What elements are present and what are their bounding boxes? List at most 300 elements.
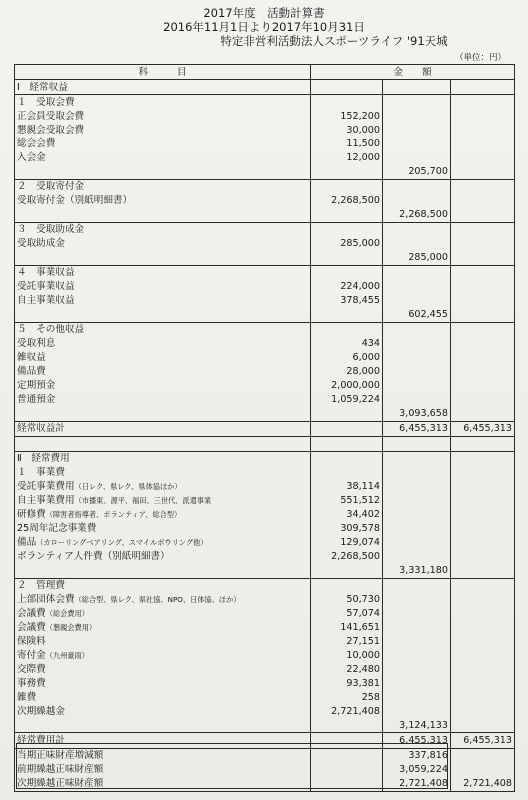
row-subject-text: ２ 管理費 bbox=[17, 580, 65, 592]
row-subject-text: 受取利息 bbox=[17, 338, 56, 350]
amount-cell-a bbox=[311, 451, 383, 466]
amount-cell-c bbox=[451, 748, 515, 763]
amount-cell-b: 6,455,313 bbox=[383, 421, 451, 436]
amount-cell-b: 602,455 bbox=[383, 308, 451, 323]
row-subject bbox=[15, 635, 311, 649]
row-subject-text: 交際費 bbox=[17, 664, 46, 676]
row-subject bbox=[15, 480, 311, 494]
row-subject-text: 当期正味財産増減額 bbox=[17, 750, 104, 761]
row-subject bbox=[15, 265, 311, 280]
amount-cell-b bbox=[383, 351, 451, 365]
amount-cell-c bbox=[451, 393, 515, 407]
amount-cell-b: 2,721,408 bbox=[383, 776, 451, 791]
amount-cell-a: 2,268,500 bbox=[311, 550, 383, 564]
amount-cell-a bbox=[311, 251, 383, 266]
table-row bbox=[15, 95, 515, 110]
amount-cell-a: 27,151 bbox=[311, 635, 383, 649]
amount-cell-c bbox=[451, 407, 515, 422]
table-row bbox=[15, 704, 515, 718]
amount-cell-a: 30,000 bbox=[311, 123, 383, 137]
amount-cell-a bbox=[311, 407, 383, 422]
row-subject-text: 自主事業費用 bbox=[17, 495, 75, 507]
row-subject-text: ５ その他収益 bbox=[17, 324, 85, 336]
amount-cell-a bbox=[311, 718, 383, 733]
row-subject-text: 受取助成金 bbox=[17, 238, 65, 250]
row-subject bbox=[15, 522, 311, 536]
amount-cell-c bbox=[451, 137, 515, 151]
row-subject-text: Ⅰ 経常収益 bbox=[17, 81, 68, 93]
row-subject bbox=[15, 322, 311, 337]
amount-cell-a bbox=[311, 466, 383, 480]
row-subject-text: 懇親会受取会費 bbox=[17, 124, 85, 136]
amount-cell-b: 285,000 bbox=[383, 251, 451, 266]
amount-cell-a: 28,000 bbox=[311, 365, 383, 379]
amount-cell-a: 258 bbox=[311, 691, 383, 705]
amount-cell-b bbox=[383, 508, 451, 522]
amount-cell-c bbox=[451, 718, 515, 733]
table-row bbox=[15, 123, 515, 137]
row-subject bbox=[15, 578, 311, 593]
amount-cell-b bbox=[383, 222, 451, 237]
amount-cell-b bbox=[383, 677, 451, 691]
table-row bbox=[15, 649, 515, 663]
row-subject-text: 受託事業収益 bbox=[17, 281, 75, 293]
amount-cell-c bbox=[451, 691, 515, 705]
amount-cell-c bbox=[451, 251, 515, 266]
amount-cell-c bbox=[451, 80, 515, 95]
row-subject-text: 経常費用計 bbox=[17, 734, 65, 746]
amount-cell-b bbox=[383, 322, 451, 337]
table-row bbox=[15, 280, 515, 294]
amount-cell-c bbox=[451, 123, 515, 137]
amount-cell-c bbox=[451, 208, 515, 223]
table-row bbox=[15, 351, 515, 365]
table-row bbox=[15, 294, 515, 308]
table-row bbox=[15, 508, 515, 522]
amount-cell-b bbox=[383, 451, 451, 466]
row-subject-text: 雑収益 bbox=[17, 352, 46, 364]
organization-name: 特定非営利活動法人スポーツライフ '91天城 bbox=[220, 34, 448, 48]
row-subject bbox=[15, 704, 311, 718]
row-subject bbox=[15, 691, 311, 705]
amount-cell-a bbox=[311, 322, 383, 337]
amount-cell-b bbox=[383, 379, 451, 393]
amount-cell-b bbox=[383, 294, 451, 308]
table-row bbox=[15, 593, 515, 607]
row-subject bbox=[15, 365, 311, 379]
row-subject bbox=[15, 451, 311, 466]
amount-cell-c bbox=[451, 308, 515, 323]
amount-cell-c bbox=[451, 508, 515, 522]
amount-cell-b bbox=[383, 109, 451, 123]
amount-cell-b bbox=[383, 621, 451, 635]
amount-cell-c: 6,455,313 bbox=[451, 421, 515, 436]
row-subject bbox=[15, 663, 311, 677]
amount-cell-a: 378,455 bbox=[311, 294, 383, 308]
amount-cell-b: 6,455,313 bbox=[383, 733, 451, 748]
row-subject bbox=[15, 194, 311, 208]
row-subject-text: 普通預金 bbox=[17, 394, 56, 406]
table-row bbox=[15, 151, 515, 165]
row-subject bbox=[15, 294, 311, 308]
amount-cell-b bbox=[383, 95, 451, 110]
row-subject-note: （総会費用） bbox=[45, 609, 89, 619]
row-subject bbox=[15, 393, 311, 407]
row-subject bbox=[15, 421, 311, 436]
table-row bbox=[15, 179, 515, 194]
amount-cell-a: 141,651 bbox=[311, 621, 383, 635]
table-row bbox=[15, 718, 515, 733]
row-subject bbox=[15, 379, 311, 393]
unit-label: （単位：円） bbox=[454, 53, 506, 63]
row-subject bbox=[15, 763, 311, 777]
amount-cell-a bbox=[311, 436, 383, 451]
row-subject bbox=[15, 351, 311, 365]
row-subject-text: １ 事業費 bbox=[17, 467, 65, 479]
row-subject bbox=[15, 407, 311, 422]
row-subject bbox=[15, 733, 311, 748]
amount-cell-c bbox=[451, 151, 515, 165]
amount-cell-a: 50,730 bbox=[311, 593, 383, 607]
row-subject bbox=[15, 564, 311, 579]
document-title: 2017年度 活動計算書 bbox=[203, 6, 325, 20]
amount-cell-a: 285,000 bbox=[311, 237, 383, 251]
amount-cell-b: 337,816 bbox=[383, 748, 451, 763]
row-subject bbox=[15, 208, 311, 223]
amount-cell-c bbox=[451, 677, 515, 691]
row-subject bbox=[15, 508, 311, 522]
row-subject-note: （総合型、県レク、県社協、NPO、日体協、ほか） bbox=[74, 595, 241, 605]
row-subject-text: 25周年記念事業費 bbox=[17, 523, 97, 535]
row-subject-text: １ 受取会費 bbox=[17, 96, 75, 108]
amount-cell-a bbox=[311, 95, 383, 110]
amount-cell-a bbox=[311, 776, 383, 791]
row-subject-text: 入会金 bbox=[17, 152, 46, 164]
row-subject-text: 会議費 bbox=[17, 608, 46, 620]
amount-cell-c bbox=[451, 763, 515, 777]
table-row bbox=[15, 407, 515, 422]
amount-cell-c bbox=[451, 194, 515, 208]
amount-cell-c bbox=[451, 494, 515, 508]
amount-cell-c bbox=[451, 466, 515, 480]
amount-cell-c: 6,455,313 bbox=[451, 733, 515, 748]
table-row bbox=[15, 421, 515, 436]
amount-cell-c bbox=[451, 522, 515, 536]
amount-cell-a: 224,000 bbox=[311, 280, 383, 294]
amount-cell-a bbox=[311, 578, 383, 593]
amount-cell-a bbox=[311, 179, 383, 194]
row-subject-text: 上部団体会費 bbox=[17, 594, 75, 606]
amount-cell-b bbox=[383, 607, 451, 621]
row-subject-text: 寄付金 bbox=[17, 650, 46, 662]
amount-cell-c bbox=[451, 635, 515, 649]
amount-cell-b: 3,093,658 bbox=[383, 407, 451, 422]
table-row bbox=[15, 109, 515, 123]
amount-cell-b bbox=[383, 151, 451, 165]
row-subject bbox=[15, 593, 311, 607]
table-row bbox=[15, 251, 515, 266]
amount-cell-a: 10,000 bbox=[311, 649, 383, 663]
row-subject-text: 受取寄付金（別紙明細書） bbox=[17, 195, 133, 207]
amount-cell-b bbox=[383, 237, 451, 251]
amount-cell-c bbox=[451, 621, 515, 635]
row-subject bbox=[15, 466, 311, 480]
amount-cell-a bbox=[311, 222, 383, 237]
row-subject bbox=[15, 436, 311, 451]
row-subject-note: （カローリングベアリング、スマイルボウリング他） bbox=[36, 538, 208, 548]
amount-cell-c bbox=[451, 322, 515, 337]
table-row bbox=[15, 80, 515, 95]
table-row bbox=[15, 763, 515, 777]
amount-cell-c bbox=[451, 436, 515, 451]
table-row bbox=[15, 466, 515, 480]
amount-cell-a: 129,074 bbox=[311, 536, 383, 550]
row-subject-text: 事務費 bbox=[17, 678, 46, 690]
amount-cell-b bbox=[383, 704, 451, 718]
row-subject bbox=[15, 550, 311, 564]
activity-statement-table bbox=[14, 64, 515, 792]
amount-cell-c bbox=[451, 95, 515, 110]
row-subject-text: ３ 受取助成金 bbox=[17, 224, 85, 236]
amount-cell-b bbox=[383, 337, 451, 351]
amount-cell-a: 2,721,408 bbox=[311, 704, 383, 718]
table-row bbox=[15, 379, 515, 393]
table-row bbox=[15, 451, 515, 466]
row-subject-note: （障害者指導者、ボランティア、総合型） bbox=[45, 510, 182, 520]
amount-cell-c bbox=[451, 451, 515, 466]
row-subject-text: 自主事業収益 bbox=[17, 295, 75, 307]
amount-cell-a bbox=[311, 165, 383, 180]
table-row bbox=[15, 480, 515, 494]
row-subject-text: 備品 bbox=[17, 537, 37, 549]
amount-cell-a: 22,480 bbox=[311, 663, 383, 677]
amount-cell-a bbox=[311, 308, 383, 323]
amount-cell-c bbox=[451, 704, 515, 718]
amount-cell-b bbox=[383, 522, 451, 536]
row-subject-text: 会議費 bbox=[17, 622, 46, 634]
row-subject-text: 受託事業費用 bbox=[17, 481, 75, 493]
row-subject bbox=[15, 222, 311, 237]
amount-cell-b bbox=[383, 635, 451, 649]
amount-cell-c bbox=[451, 265, 515, 280]
table-body bbox=[15, 80, 515, 792]
row-subject-text: ４ 事業収益 bbox=[17, 267, 75, 279]
row-subject-text: 正会員受取会費 bbox=[17, 110, 85, 122]
row-subject bbox=[15, 80, 311, 95]
amount-cell-a bbox=[311, 733, 383, 748]
amount-cell-c bbox=[451, 337, 515, 351]
table-row bbox=[15, 393, 515, 407]
table-row bbox=[15, 578, 515, 593]
amount-cell-a: 309,578 bbox=[311, 522, 383, 536]
amount-cell-b bbox=[383, 194, 451, 208]
amount-cell-c bbox=[451, 294, 515, 308]
row-subject-note: （九州豪雨） bbox=[45, 651, 89, 661]
row-subject bbox=[15, 123, 311, 137]
amount-cell-b bbox=[383, 393, 451, 407]
row-subject bbox=[15, 748, 311, 763]
row-subject bbox=[15, 179, 311, 194]
table-row bbox=[15, 494, 515, 508]
amount-cell-a: 12,000 bbox=[311, 151, 383, 165]
row-subject bbox=[15, 607, 311, 621]
amount-cell-b bbox=[383, 365, 451, 379]
row-subject-text: ボランティア人件費（別紙明細書） bbox=[17, 551, 170, 563]
table-row bbox=[15, 365, 515, 379]
amount-cell-c bbox=[451, 165, 515, 180]
table-row bbox=[15, 522, 515, 536]
amount-cell-a bbox=[311, 265, 383, 280]
amount-cell-c bbox=[451, 536, 515, 550]
amount-cell-a: 38,114 bbox=[311, 480, 383, 494]
amount-cell-b: 205,700 bbox=[383, 165, 451, 180]
table-row bbox=[15, 748, 515, 763]
amount-cell-a: 6,000 bbox=[311, 351, 383, 365]
amount-cell-c bbox=[451, 578, 515, 593]
amount-cell-a bbox=[311, 748, 383, 763]
row-subject-text: 総会会費 bbox=[17, 138, 56, 150]
amount-cell-b bbox=[383, 265, 451, 280]
amount-cell-c bbox=[451, 179, 515, 194]
amount-cell-b bbox=[383, 123, 451, 137]
row-subject-text: 定期預金 bbox=[17, 380, 56, 392]
row-subject bbox=[15, 137, 311, 151]
table-row bbox=[15, 194, 515, 208]
row-subject-text: 次期繰越金 bbox=[17, 705, 65, 717]
row-subject bbox=[15, 109, 311, 123]
amount-cell-b bbox=[383, 179, 451, 194]
amount-cell-c bbox=[451, 480, 515, 494]
amount-cell-a bbox=[311, 763, 383, 777]
table-row bbox=[15, 322, 515, 337]
amount-cell-c bbox=[451, 280, 515, 294]
row-subject bbox=[15, 237, 311, 251]
table-row bbox=[15, 607, 515, 621]
row-subject-text: 次期繰越正味財産額 bbox=[17, 778, 104, 790]
row-subject-note: （懇親会費用） bbox=[45, 623, 97, 633]
amount-cell-c bbox=[451, 663, 515, 677]
table-row bbox=[15, 208, 515, 223]
row-subject bbox=[15, 649, 311, 663]
amount-cell-a: 34,402 bbox=[311, 508, 383, 522]
amount-cell-a: 2,268,500 bbox=[311, 194, 383, 208]
amount-cell-b bbox=[383, 466, 451, 480]
row-subject bbox=[15, 677, 311, 691]
row-subject-text: 前期繰越正味財産額 bbox=[17, 764, 104, 775]
row-subject-text: 研修費 bbox=[17, 509, 46, 521]
row-subject bbox=[15, 251, 311, 266]
amount-cell-a bbox=[311, 80, 383, 95]
amount-cell-a bbox=[311, 208, 383, 223]
amount-cell-b: 3,331,180 bbox=[383, 564, 451, 579]
amount-cell-c bbox=[451, 379, 515, 393]
table-row bbox=[15, 733, 515, 748]
amount-column-header: 金 額 bbox=[311, 65, 515, 80]
row-subject bbox=[15, 280, 311, 294]
amount-cell-b bbox=[383, 280, 451, 294]
row-subject-text: ２ 受取寄付金 bbox=[17, 181, 85, 193]
amount-cell-c bbox=[451, 351, 515, 365]
amount-cell-a bbox=[311, 564, 383, 579]
amount-cell-a: 551,512 bbox=[311, 494, 383, 508]
amount-cell-b bbox=[383, 649, 451, 663]
table-row bbox=[15, 677, 515, 691]
amount-cell-c bbox=[451, 593, 515, 607]
amount-cell-b bbox=[383, 480, 451, 494]
amount-cell-b bbox=[383, 550, 451, 564]
amount-cell-b bbox=[383, 691, 451, 705]
table-row bbox=[15, 621, 515, 635]
amount-cell-c bbox=[451, 222, 515, 237]
amount-cell-c bbox=[451, 564, 515, 579]
row-subject bbox=[15, 494, 311, 508]
amount-cell-a: 57,074 bbox=[311, 607, 383, 621]
row-subject-text: 雑費 bbox=[17, 691, 37, 703]
table-row bbox=[15, 308, 515, 323]
amount-cell-c bbox=[451, 607, 515, 621]
amount-cell-b bbox=[383, 436, 451, 451]
table-row bbox=[15, 265, 515, 280]
row-subject-note: （市播東、源平、福田、三世代、派遣事業 bbox=[74, 496, 212, 506]
amount-cell-b bbox=[383, 536, 451, 550]
table-row bbox=[15, 237, 515, 251]
table-row bbox=[15, 536, 515, 550]
document-period: 2016年11月1日より2017年10月31日 bbox=[163, 20, 365, 34]
table-row bbox=[15, 663, 515, 677]
subject-column-header: 科 目 bbox=[15, 65, 311, 80]
amount-cell-b bbox=[383, 663, 451, 677]
table-row bbox=[15, 436, 515, 451]
table-row bbox=[15, 564, 515, 579]
amount-cell-b bbox=[383, 578, 451, 593]
amount-cell-c: 2,721,408 bbox=[451, 776, 515, 791]
table-row bbox=[15, 776, 515, 791]
amount-cell-a: 93,381 bbox=[311, 677, 383, 691]
amount-cell-a: 11,500 bbox=[311, 137, 383, 151]
row-subject-text: 経常収益計 bbox=[17, 423, 65, 435]
amount-cell-b bbox=[383, 80, 451, 95]
row-subject bbox=[15, 776, 311, 791]
amount-cell-b bbox=[383, 137, 451, 151]
row-subject bbox=[15, 165, 311, 180]
amount-cell-c bbox=[451, 550, 515, 564]
table-row bbox=[15, 165, 515, 180]
table-row bbox=[15, 550, 515, 564]
table-row bbox=[15, 137, 515, 151]
amount-cell-b bbox=[383, 593, 451, 607]
row-subject bbox=[15, 536, 311, 550]
row-subject-note: （日レク、県レク、県体協ほか） bbox=[74, 482, 182, 492]
table-row bbox=[15, 337, 515, 351]
amount-cell-b: 3,124,133 bbox=[383, 718, 451, 733]
amount-cell-b: 2,268,500 bbox=[383, 208, 451, 223]
table-row bbox=[15, 222, 515, 237]
amount-cell-a: 434 bbox=[311, 337, 383, 351]
row-subject-text: Ⅱ 経常費用 bbox=[17, 453, 70, 465]
row-subject bbox=[15, 718, 311, 733]
row-subject bbox=[15, 308, 311, 323]
row-subject bbox=[15, 151, 311, 165]
amount-cell-b: 3,059,224 bbox=[383, 763, 451, 777]
table-row bbox=[15, 635, 515, 649]
amount-cell-a bbox=[311, 421, 383, 436]
amount-cell-c bbox=[451, 649, 515, 663]
table-row bbox=[15, 691, 515, 705]
amount-cell-c bbox=[451, 109, 515, 123]
amount-cell-a: 152,200 bbox=[311, 109, 383, 123]
amount-cell-c bbox=[451, 365, 515, 379]
amount-cell-a: 1,059,224 bbox=[311, 393, 383, 407]
